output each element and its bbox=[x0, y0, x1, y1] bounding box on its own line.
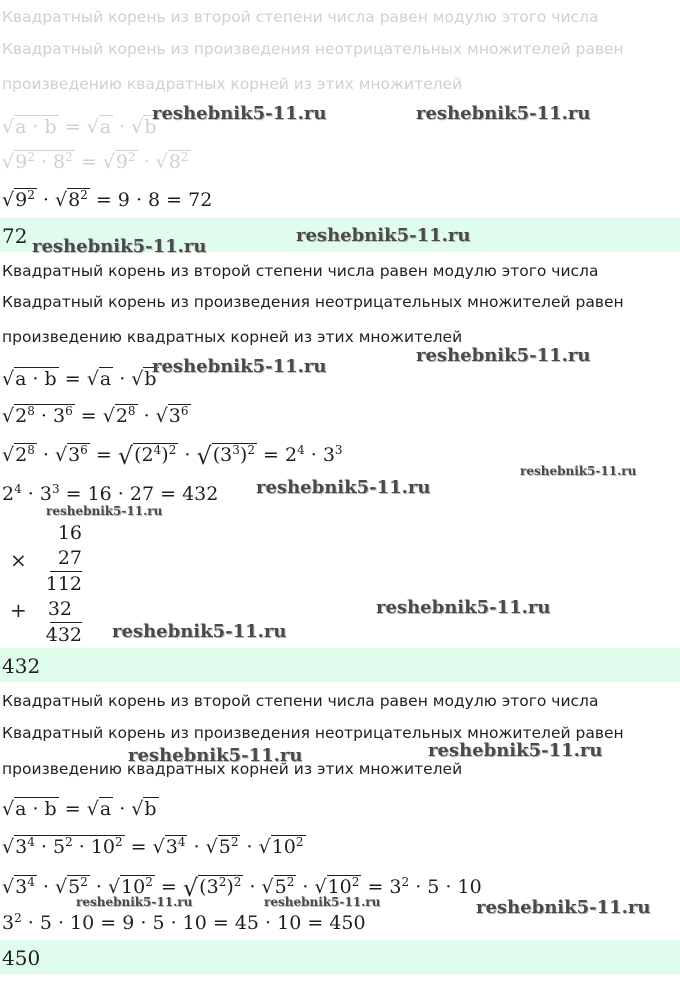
watermark: reshebnik5-11.ru bbox=[428, 740, 603, 761]
watermark: reshebnik5-11.ru bbox=[46, 504, 163, 518]
answer-box-2 bbox=[0, 648, 680, 682]
answer-box-3 bbox=[0, 940, 680, 974]
rule-line-1: Квадратный корень из второй степени числа равен модулю этого числа bbox=[2, 8, 599, 26]
formula-general-1: √a · b = √a · √b bbox=[2, 116, 157, 138]
watermark: reshebnik5-11.ru bbox=[476, 897, 651, 918]
watermark: reshebnik5-11.ru bbox=[128, 745, 303, 766]
mult-partial-2: 32 bbox=[47, 598, 72, 620]
watermark: reshebnik5-11.ru bbox=[256, 477, 431, 498]
rule-line-3: произведению квадратных корней из этих множителей bbox=[2, 328, 463, 346]
mult-factor-b: 27 bbox=[57, 547, 82, 569]
watermark: reshebnik5-11.ru bbox=[112, 621, 287, 642]
formula-powers-3: $√3^4 \cdot √5^2 \cdot √10^2 = √(3^2)^2 \cdot √5^2 \cdot √10^2 = 3^2 \cdot 5 \cdot 10$ bbox=[2, 874, 482, 902]
rule-line-2: Квадратный корень из произведения неотрицательных множителей равен bbox=[2, 293, 624, 311]
watermark: reshebnik5-11.ru bbox=[152, 103, 327, 124]
watermark: reshebnik5-11.ru bbox=[296, 225, 471, 246]
formula-general-2: √a · b = √a · √b bbox=[2, 368, 157, 390]
watermark: reshebnik5-11.ru bbox=[152, 356, 327, 377]
formula-result-1: $√9^2 \cdot √8^2 = 9 \cdot 8 = 72$ bbox=[2, 188, 213, 211]
rule-line-3: произведению квадратных корней из этих множителей bbox=[2, 75, 463, 93]
rule-line-3: произведению квадратных корней из этих множителей bbox=[2, 760, 463, 778]
mult-rule-2 bbox=[50, 622, 82, 623]
watermark: reshebnik5-11.ru bbox=[376, 597, 551, 618]
mult-factor-a: 16 bbox=[57, 522, 82, 544]
formula-substituted-3: $√3^4 \cdot 5^2 \cdot 10^2 = √3^4 \cdot √5^2 \cdot √10^2$ bbox=[2, 835, 304, 858]
watermark: reshebnik5-11.ru bbox=[416, 103, 591, 124]
answer-value-2: 432 bbox=[2, 654, 41, 678]
mult-sum: 432 bbox=[45, 624, 82, 646]
watermark: reshebnik5-11.ru bbox=[32, 236, 207, 257]
formula-substituted-2: $√2^8 \cdot 3^6 = √2^8 \cdot √3^6$ bbox=[2, 404, 189, 427]
rule-line-2: Квадратный корень из произведения неотрицательных множителей равен bbox=[2, 724, 624, 742]
times-sign: × bbox=[10, 548, 27, 572]
rule-line-2: Квадратный корень из произведения неотрицательных множителей равен bbox=[2, 40, 624, 58]
rule-line-1: Квадратный корень из второй степени числа равен модулю этого числа bbox=[2, 262, 599, 280]
formula-general-3: √a · b = √a · √b bbox=[2, 798, 157, 820]
formula-powers-2: $√2^8 \cdot √3^6 = √(2^4)^2 \cdot √(3^3)^2 = 2^4 \cdot 3^3$ bbox=[2, 442, 343, 470]
watermark: reshebnik5-11.ru bbox=[520, 464, 637, 478]
formula-substituted-1: $√9^2 \cdot 8^2 = √9^2 \cdot √8^2$ bbox=[2, 150, 189, 173]
formula-result-2: $2^4 \cdot 3^3 = 16 \cdot 27 = 432$ bbox=[2, 482, 219, 505]
mult-partial-1: 112 bbox=[45, 573, 82, 595]
answer-value-1: 72 bbox=[2, 224, 28, 248]
watermark: reshebnik5-11.ru bbox=[264, 895, 381, 909]
rule-line-1: Квадратный корень из второй степени числа равен модулю этого числа bbox=[2, 692, 599, 710]
watermark: reshebnik5-11.ru bbox=[76, 895, 193, 909]
watermark: reshebnik5-11.ru bbox=[416, 345, 591, 366]
plus-sign: + bbox=[10, 598, 27, 622]
formula-result-3: $3^2 \cdot 5 \cdot 10 = 9 \cdot 5 \cdot 10 = 45 \cdot 10 = 450$ bbox=[2, 911, 366, 934]
answer-value-3: 450 bbox=[2, 946, 41, 970]
mult-rule-1 bbox=[50, 571, 82, 572]
